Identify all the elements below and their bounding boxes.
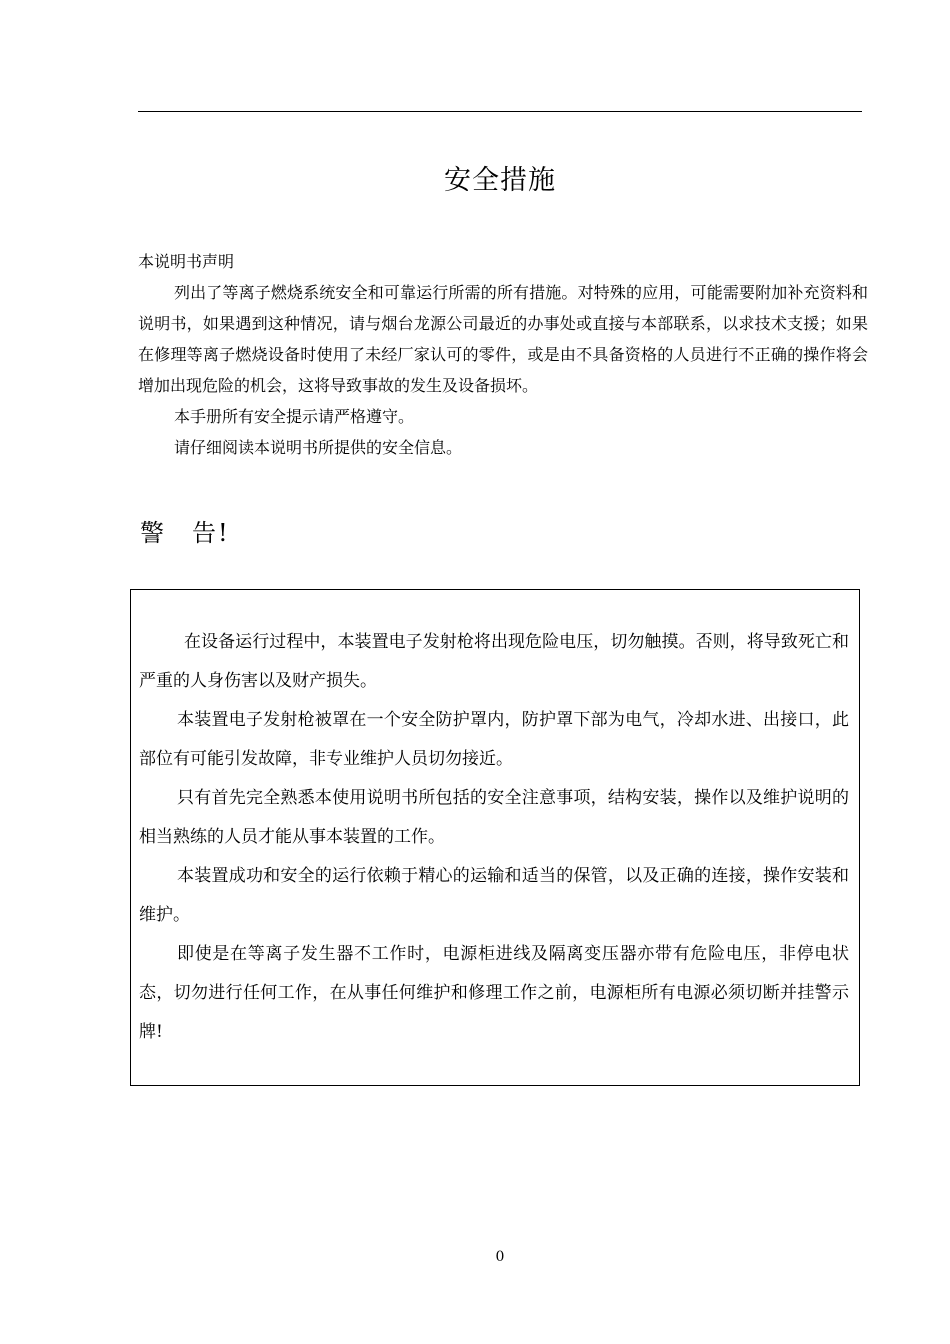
warning-paragraph: 只有首先完全熟悉本使用说明书所包括的安全注意事项，结构安装，操作以及维护说明的相当熟练的人员才能从事本装置的工作。	[139, 788, 849, 847]
warning-heading-part: 警	[140, 519, 166, 547]
warning-paragraph: 即使是在等离子发生器不工作时，电源柜进线及隔离变压器亦带有危险电压，非停电状态，切勿进行任何工作，在从事任何维护和修理工作之前，电源柜所有电源必须切断并挂警示牌!	[139, 944, 849, 1042]
warning-paragraph: 本装置电子发射枪被罩在一个安全防护罩内，防护罩下部为电气，冷却水进、出接口，此部位有可能引发故障，非专业维护人员切勿接近。	[139, 710, 849, 769]
intro-heading-line: 本说明书声明	[138, 252, 235, 271]
warning-paragraph: 在设备运行过程中，本装置电子发射枪将出现危险电压，切勿触摸。否则，将导致死亡和严重的人身伤害以及财产损失。	[139, 632, 849, 691]
intro-paragraph: 列出了等离子燃烧系统安全和可靠运行所需的所有措施。对特殊的应用，可能需要附加补充资料和说明书，如果遇到这种情况，请与烟台龙源公司最近的办事处或直接与本部联系，以求技术支援；如果在修理等离子燃烧设备时使用了未经厂家认可的零件，或是由不具备资格的人员进行不正确的操作将会增加出现危险的机会，这将导致事故的发生及设备损坏。	[138, 283, 868, 395]
page-number: 0	[495, 1249, 505, 1265]
warning-heading-part: 告!	[192, 519, 230, 547]
intro-paragraph: 本手册所有安全提示请严格遵守。	[174, 407, 415, 426]
warning-heading	[140, 513, 230, 548]
intro-paragraph: 请仔细阅读本说明书所提供的安全信息。	[174, 438, 463, 457]
page-title: 安全措施	[444, 165, 556, 196]
warning-paragraph: 本装置成功和安全的运行依赖于精心的运输和适当的保管，以及正确的连接，操作安装和维护。	[139, 866, 849, 925]
intro-section	[138, 246, 868, 463]
header-rule	[138, 111, 862, 112]
warning-box	[130, 589, 860, 1086]
warning-content	[139, 623, 849, 1052]
